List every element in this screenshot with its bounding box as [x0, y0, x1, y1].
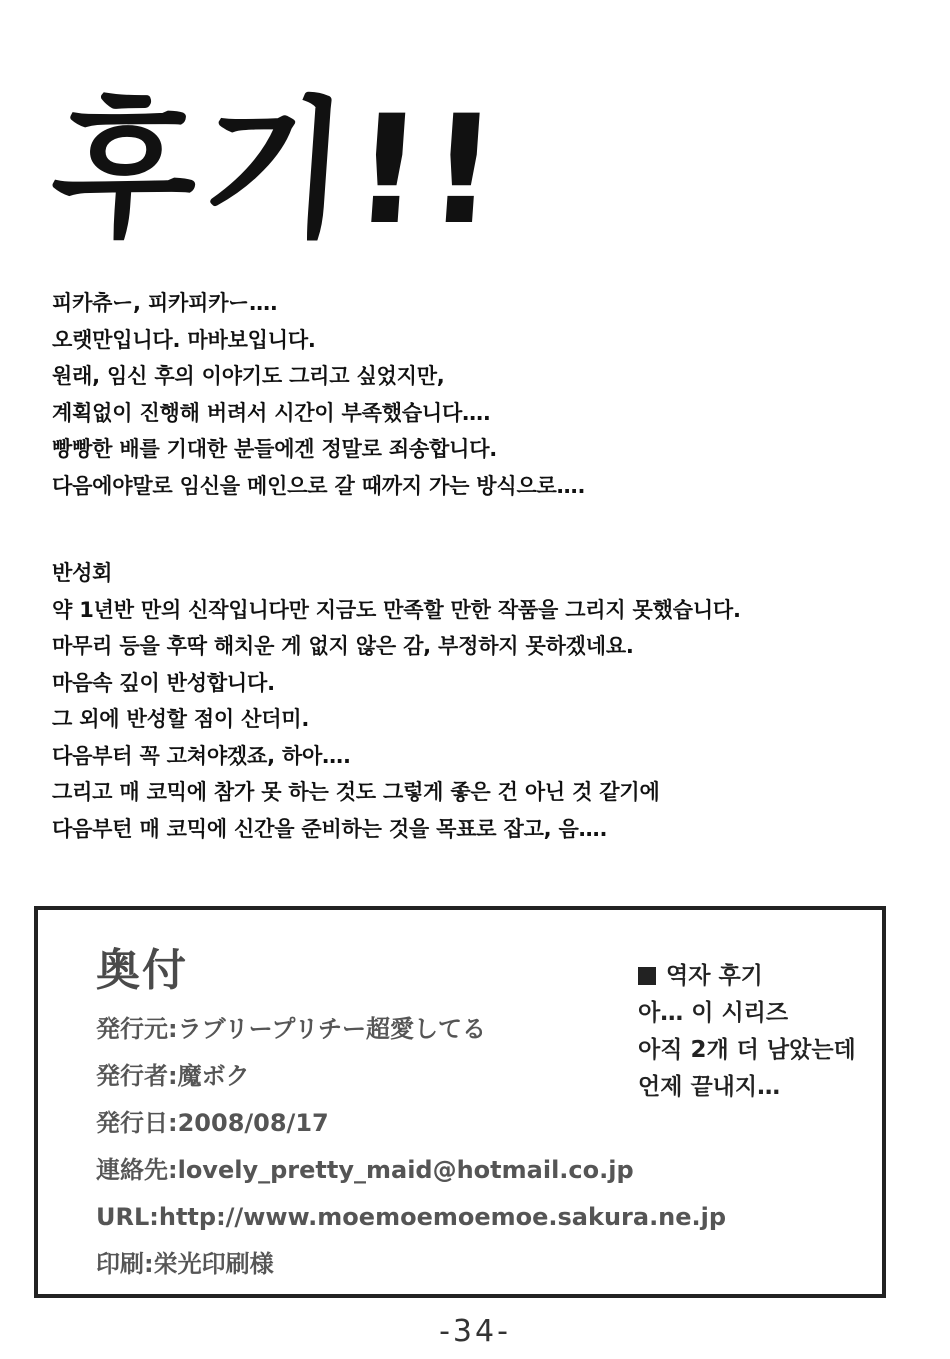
translator-note-title: 역자 후기: [666, 963, 763, 989]
text-line: 계획없이 진행해 버려서 시간이 부족했습니다….: [52, 400, 491, 425]
text-line: 마무리 등을 후딱 해치운 게 없지 않은 감, 부정하지 못하겠네요.: [52, 634, 634, 658]
text-line: 그 외에 반성할 점이 산더미.: [52, 707, 310, 731]
text-line: 원래, 임신 후의 이야기도 그리고 싶었지만,: [52, 364, 445, 388]
url-line: URL:http://www.moemoemoemoe.sakura.ne.jp: [96, 1203, 727, 1231]
colophon-title: 奥付: [96, 945, 188, 996]
translator-note-heading: [638, 958, 856, 995]
square-bullet-icon: [638, 967, 656, 985]
date-line: 発行日:2008/08/17: [96, 1109, 329, 1137]
text-line: 마음속 깊이 반성합니다.: [52, 670, 275, 695]
page-title: 후기!!: [45, 84, 509, 258]
contact-line: 連絡先:lovely_pretty_maid@hotmail.co.jp: [96, 1156, 634, 1184]
translator-note-line: 아직 2개 더 남았는데: [638, 1037, 856, 1063]
colophon-details: [96, 1006, 726, 1288]
translator-note-line: 아… 이 시리즈: [638, 1000, 789, 1026]
text-line: 다음부턴 매 코믹에 신간을 준비하는 것을 목표로 잡고, 음….: [52, 816, 608, 841]
section-heading: 반성회: [52, 561, 113, 585]
text-line: 그리고 매 코믹에 참가 못 하는 것도 그렇게 좋은 건 아닌 것 같기에: [52, 780, 660, 804]
text-line: 오랫만입니다. 마바보입니다.: [52, 327, 316, 352]
translator-note-line: 언제 끝내지…: [638, 1074, 781, 1100]
text-line: 다음부터 꼭 고쳐야겠죠, 하아….: [52, 743, 351, 768]
text-line: 빵빵한 배를 기대한 분들에겐 정말로 죄송합니다.: [52, 437, 498, 461]
colophon-box: [34, 906, 886, 1298]
printer-line: 印刷:栄光印刷様: [96, 1250, 274, 1278]
translator-note: [638, 958, 856, 1106]
afterword-paragraph-1: [52, 285, 585, 504]
publisher-line: 発行元:ラブリープリチー超愛してる: [96, 1015, 486, 1043]
author-line: 発行者:魔ボク: [96, 1062, 250, 1090]
page-number: -34-: [439, 1314, 511, 1349]
text-line: 약 1년반 만의 신작입니다만 지금도 만족할 만한 작품을 그리지 못했습니다.: [52, 597, 741, 622]
text-line: 다음에야말로 임신을 메인으로 갈 때까지 가는 방식으로….: [52, 473, 586, 498]
text-line: 피카츄ー, 피카피카ー….: [52, 291, 278, 315]
afterword-paragraph-2: [52, 555, 741, 847]
